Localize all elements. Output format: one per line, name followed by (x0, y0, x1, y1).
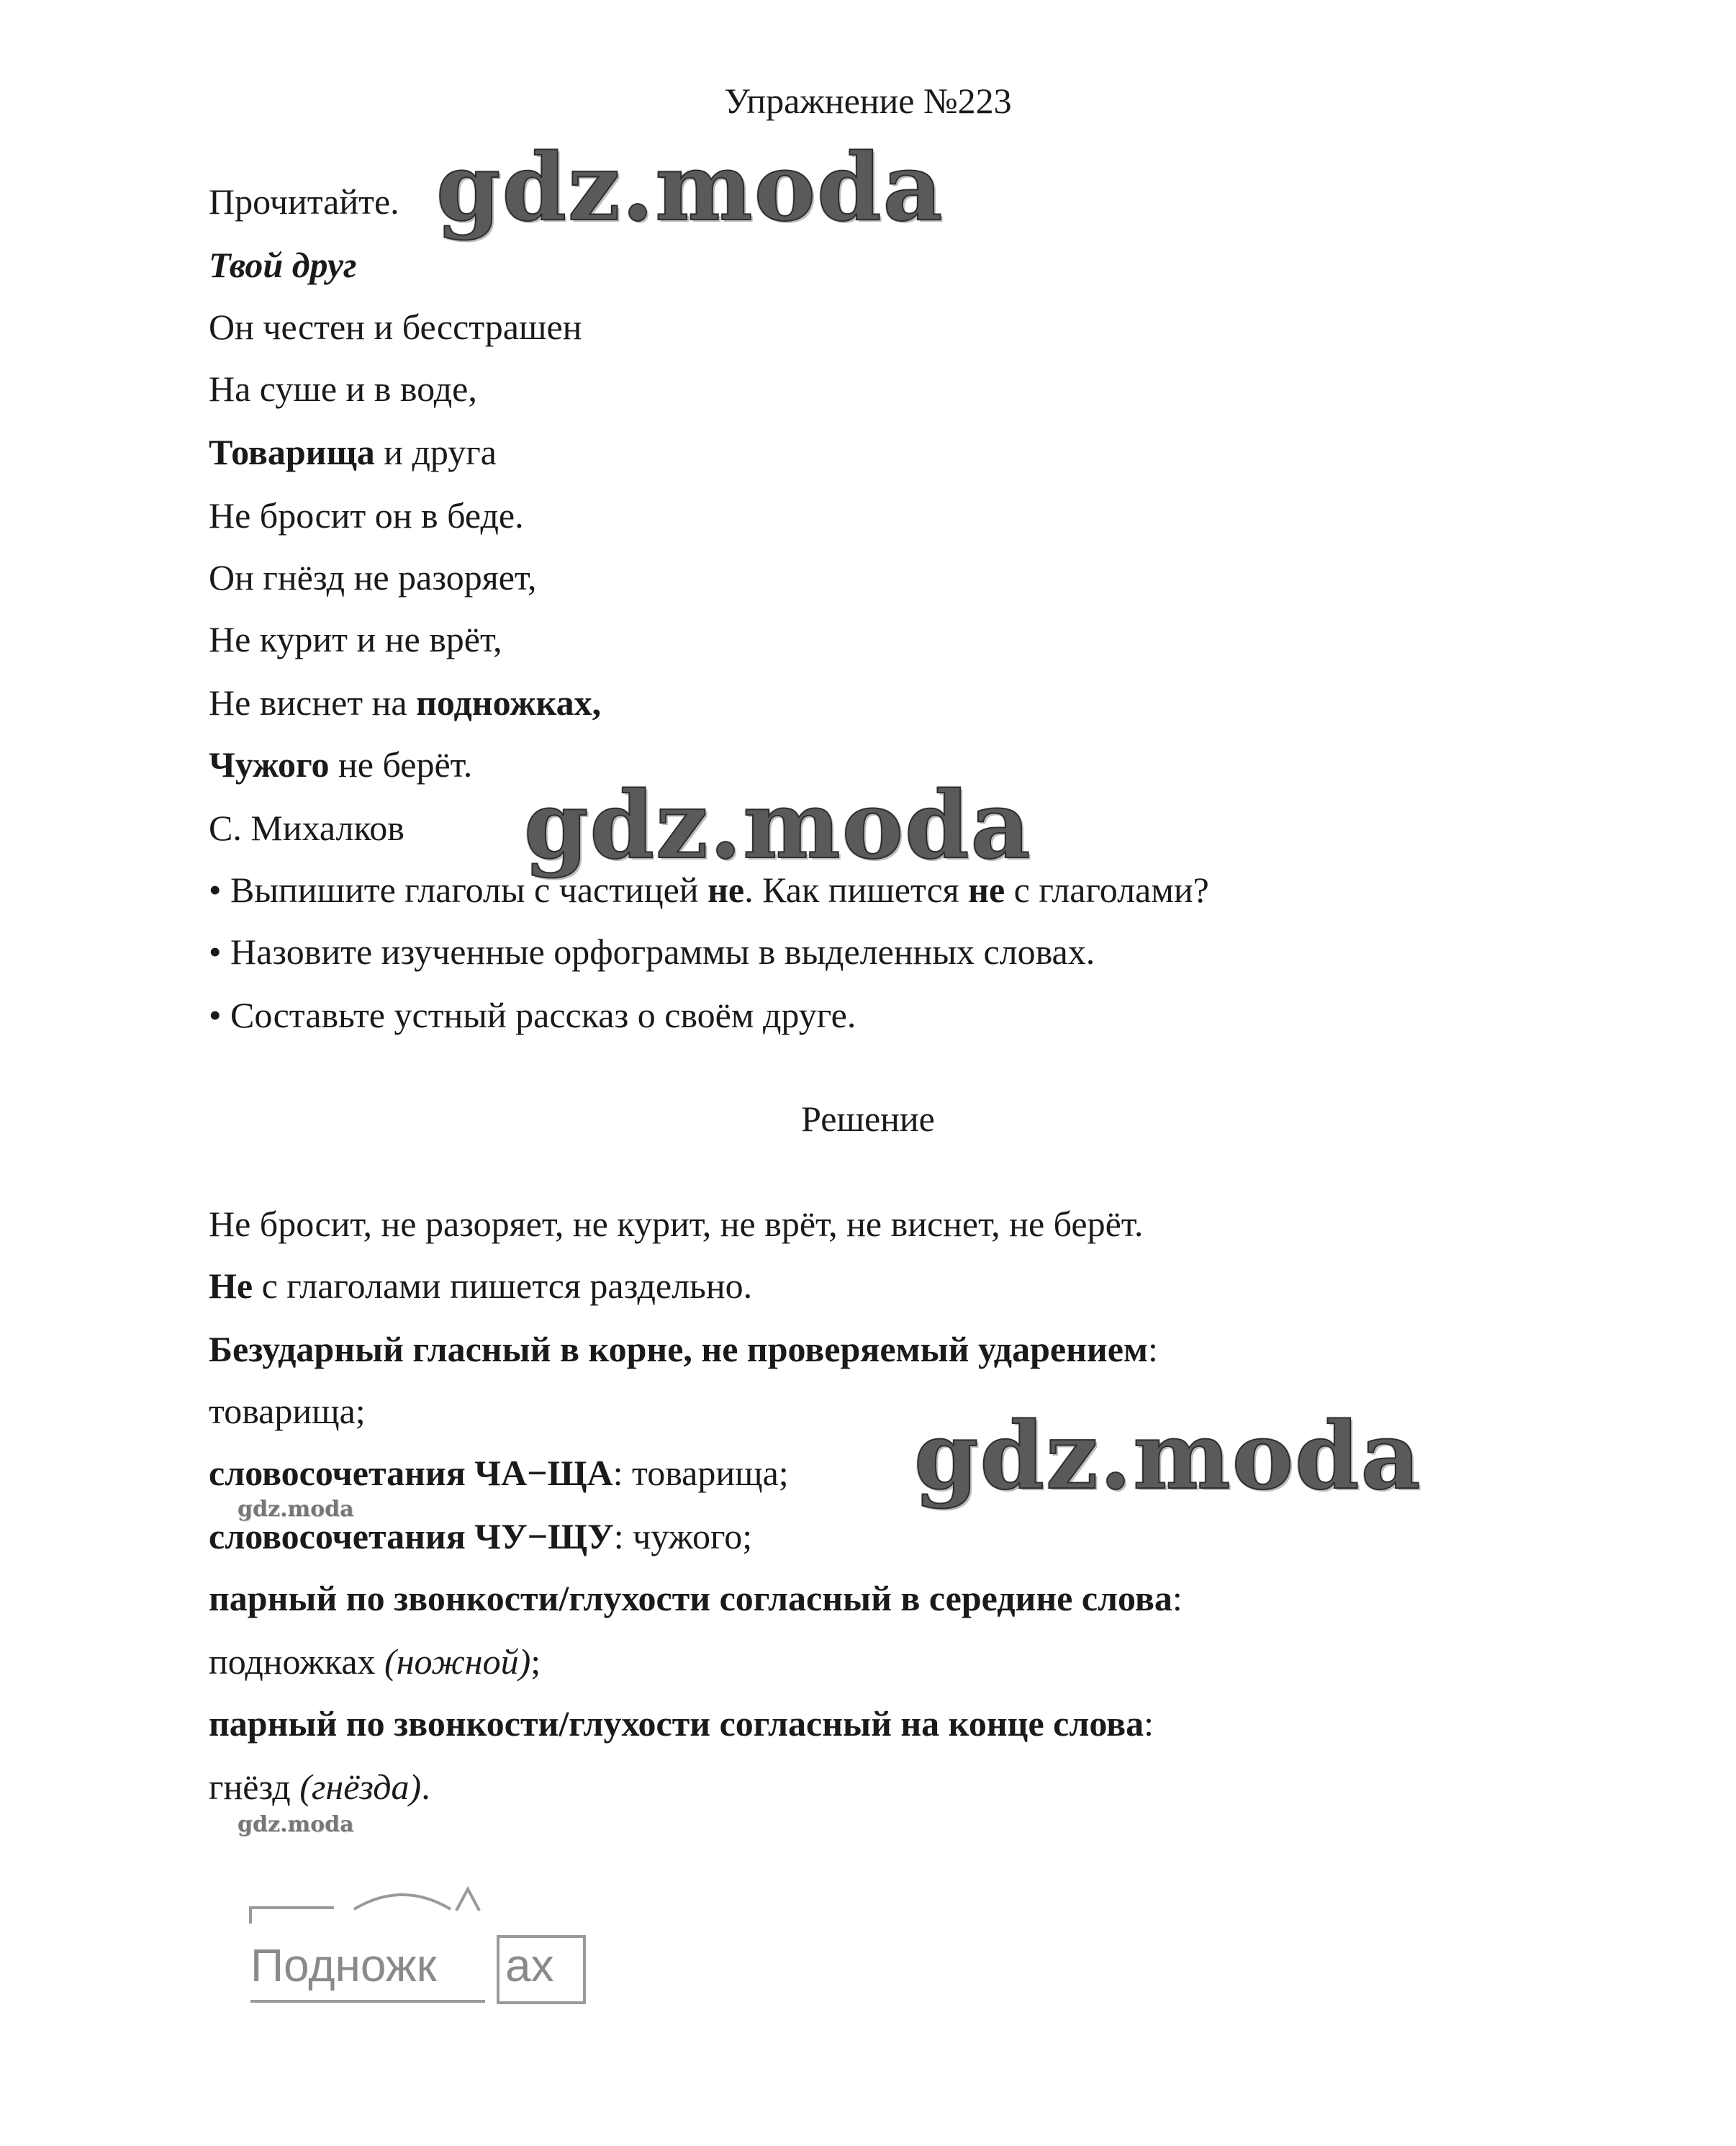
stem-bracket (250, 1908, 334, 1924)
poem-line-3: Товарища и друга (209, 432, 497, 472)
solution-line-3: Безударный гласный в корне, не проверяемый ударением: (209, 1329, 1158, 1369)
watermark: gdz.moda (914, 1402, 1422, 1510)
watermark-small: gdz.moda (238, 1497, 354, 1522)
morpheme-stem: Подножк (250, 1939, 437, 1991)
root-arc (354, 1895, 451, 1909)
watermark: gdz.moda (436, 134, 944, 242)
solution-heading: Решение (801, 1099, 935, 1139)
morpheme-ending: ах (505, 1939, 554, 1991)
solution-line-6: словосочетания ЧУ−ЩУ: чужого; (209, 1516, 753, 1556)
poem-line-2: На суше и в воде, (209, 369, 477, 409)
solution-line-2: Не с глаголами пишется раздельно. (209, 1266, 753, 1306)
solution-line-9: парный по звонкости/глухости согласный на конце слова: (209, 1703, 1154, 1744)
author: С. Михалков (209, 808, 404, 848)
poem-line-4: Не бросит он в беде. (209, 495, 524, 536)
solution-line-5: словосочетания ЧА−ЩА: товарища; (209, 1453, 789, 1493)
poem-line-5: Он гнёзд не разоряет, (209, 557, 537, 598)
poem-line-7: Не виснет на подножках, (209, 682, 602, 723)
solution-line-1: Не бросит, не разоряет, не курит, не врёт, не виснет, не берёт. (209, 1204, 1144, 1244)
watermark: gdz.moda (524, 772, 1032, 880)
poem-line-1: Он честен и бесстрашен (209, 307, 582, 347)
question-1: • Выпишите глаголы с частицей не. Как пишется не с глаголами? (209, 870, 1209, 910)
morpheme-diagram (248, 1886, 593, 2009)
poem-title: Твой друг (209, 245, 357, 285)
question-3: • Составьте устный рассказ о своём друге. (209, 995, 856, 1035)
highlighted-word: Чужого (209, 744, 330, 785)
solution-line-10: гнёзд (гнёзда). (209, 1767, 430, 1807)
suffix-caret (456, 1889, 479, 1911)
instruction: Прочитайте. (209, 181, 399, 222)
poem-line-6: Не курит и не врёт, (209, 619, 502, 659)
solution-line-7: парный по звонкости/глухости согласный в середине слова: (209, 1578, 1183, 1618)
exercise-title: Упражнение №223 (724, 81, 1012, 121)
poem-line-8: Чужого не берёт. (209, 744, 473, 785)
solution-line-8: подножках (ножной); (209, 1641, 541, 1682)
question-2: • Назовите изученные орфограммы в выделенных словах. (209, 932, 1095, 972)
highlighted-word: подножках, (416, 682, 602, 723)
solution-line-4: товарища; (209, 1391, 366, 1431)
watermark-small: gdz.moda (238, 1812, 354, 1837)
highlighted-word: Товарища (209, 432, 375, 472)
